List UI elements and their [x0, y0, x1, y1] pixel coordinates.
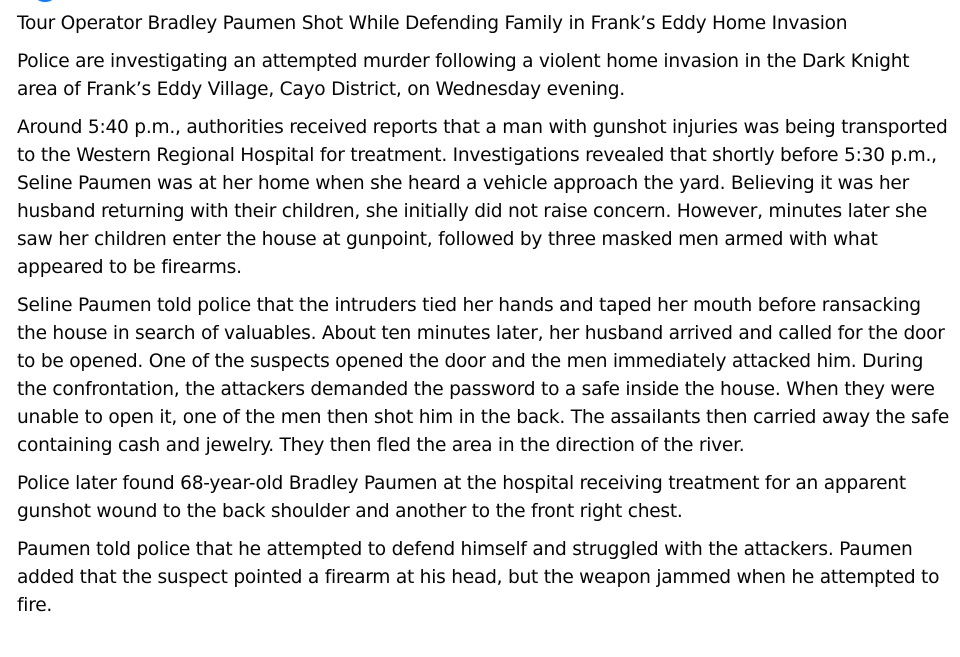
avatar[interactable] — [34, 0, 56, 2]
paragraph-4: Police later found 68-year-old Bradley Paumen at the hospital receiving treatment for an apparent gunshot wound to the back shoulder and another to the front right chest. — [17, 473, 906, 522]
paragraph-5: Paumen told police that he attempted to defend himself and struggled with the attackers. Paumen added that the suspect pointed a firearm at his head, but the weapon jammed when he attempted to fire. — [17, 539, 940, 616]
paragraph-2: Around 5:40 p.m., authorities received reports that a man with gunshot injuries was being transported to the Western Regional Hospital for treatment. Investigations revealed that shortly before 5:30 p.m., Seline Paumen was at her home when she heard a vehicle approach the yard. Believing it was her husband returning with their children, she initially did not raise concern. However, minutes later she saw her children enter the house at gunpoint, followed by three masked men armed with what appeared to be firearms. — [17, 117, 948, 278]
paragraph-1: Police are investigating an attempted murder following a violent home invasion in the Dark Knight area of Frank’s Eddy Village, Cayo District, on Wednesday evening. — [17, 51, 910, 100]
post-body — [17, 10, 953, 630]
paragraph-3: Seline Paumen told police that the intruders tied her hands and taped her mouth before ransacking the house in search of valuables. About ten minutes later, her husband arrived and called for the door to be opened. One of the suspects opened the door and the men immediately attacked him. During the confrontation, the attackers demanded the password to a safe inside the house. When they were unable to open it, one of the men then shot him in the back. The assailants then carried away the safe containing cash and jewelry. They then fled the area in the direction of the river. — [17, 295, 950, 456]
post-title: Tour Operator Bradley Paumen Shot While Defending Family in Frank’s Eddy Home Invasion — [17, 13, 848, 34]
